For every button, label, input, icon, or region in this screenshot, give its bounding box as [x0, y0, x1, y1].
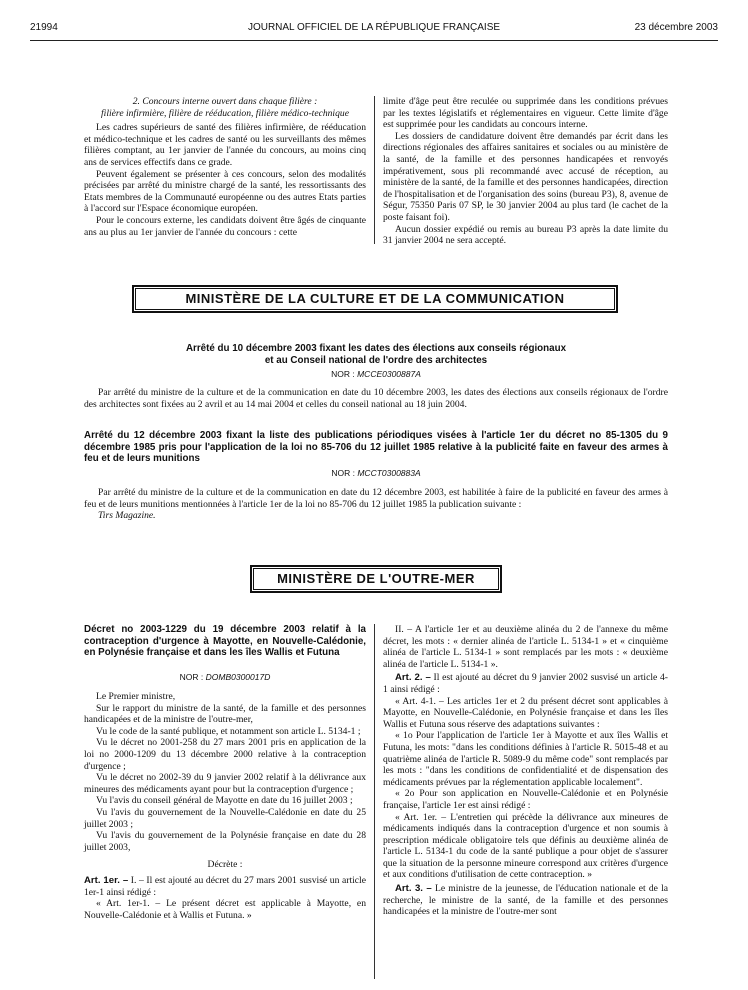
- paragraph: II. – A l'article 1er et au deuxième alinéa du 2 de l'annexe du même décret, les mots : « dernier alinéa de l'article L. 5134-1 » et « cinquième alinéa de l'article L. 5134-1 » sont remplacés par les mots : « deuxième alinéa de l'article L. 5134-1 ».: [383, 624, 668, 670]
- nor-code: MCCT0300883A: [357, 468, 421, 478]
- paragraph: Vu l'avis du conseil général de Mayotte en date du 16 juillet 2003 ;: [96, 795, 353, 807]
- article-2-label: Art. 2. –: [395, 672, 431, 684]
- article-1-quote: « Art. 1er-1. – Le présent décret est applicable à Mayotte, en Nouvelle-Calédonie et à Wallis et Futuna. »: [84, 898, 366, 921]
- paragraph: Peuvent également se présenter à ces concours, selon des modalités précisées par arrêté du ministre chargé de la santé, les ressortissants des Etats membres de la Communauté européenne ou des autres Etats parties à l'accord sur l'Espace économique européen.: [84, 168, 366, 215]
- arrete2-title: [84, 430, 668, 465]
- decret-left-column: [84, 691, 366, 921]
- arrete2-nor: [84, 468, 668, 478]
- top-left-column: [84, 96, 366, 238]
- paragraph: Sur le rapport du ministre de la santé, de la famille et des personnes handicapées et de la ministre de l'outre-mer,: [84, 702, 366, 726]
- paragraph: « Art. 1er. – L'entretien qui précède la délivrance aux mineures de médicaments indiqués dans la contraception d'urgence et non soumis à prescription médicale obligatoire tels que définis au deuxième alinéa de l'article L. 5134-1 du code de la santé publique a pour objet de s'assurer que la situation de la personne mineure correspond aux critères d'urgence et aux conditions d'utilisation de cette contraception. »: [383, 811, 668, 881]
- paragraph: « 2o Pour son application en Nouvelle-Calédonie et en Polynésie française, l'article 1er est ainsi rédigé :: [383, 788, 668, 811]
- journal-title: JOURNAL OFFICIEL DE LA RÉPUBLIQUE FRANÇAISE: [247, 22, 501, 33]
- ministry-outremer-heading: [250, 565, 502, 593]
- page-number: 21994: [30, 22, 58, 33]
- arrete1-title-line1: Arrêté du 10 décembre 2003 fixant les dates des élections aux conseils régionaux: [185, 343, 567, 354]
- paragraph: Aucun dossier expédié ou remis au bureau P3 après la date limite du 31 janvier 2004 ne sera accepté.: [383, 223, 668, 247]
- paragraph: Le Premier ministre,: [96, 691, 176, 702]
- nor-code: DOMB0300017D: [205, 672, 271, 682]
- issue-date: 23 décembre 2003: [634, 22, 718, 33]
- arrete2-body: [84, 487, 668, 522]
- nor-code: MCCE0300887A: [357, 369, 421, 379]
- ministry-outremer-label: MINISTÈRE DE L'OUTRE-MER: [277, 571, 475, 586]
- article-1-label: Art. 1er. –: [84, 874, 129, 886]
- nor-label: NOR :: [331, 468, 355, 478]
- article-2-text: Il est ajouté au décret du 9 janvier 2002 susvisé un article 4-1 ainsi rédigé :: [383, 672, 668, 695]
- paragraph: Vu le décret no 2002-39 du 9 janvier 2002 relatif à la délivrance aux mineures des médicaments ayant pour but la contraception d'urgence ;: [84, 772, 366, 795]
- paragraph: Pour le concours externe, les candidats doivent être âgés de cinquante ans au plus au 1er janvier de l'année du concours : cette: [84, 214, 366, 238]
- arrete1-text: Par arrêté du ministre de la culture et de la communication en date du 10 décembre 2003, les dates des élections aux conseils régionaux de l'ordre des architectes sont fixées au 2 avril et au 14 mai 2004 et celles du conseil national au 18 juin 2004.: [84, 387, 668, 410]
- arrete1-title-line2: et au Conseil national de l'ordre des architectes: [264, 354, 488, 366]
- ministry-culture-label: MINISTÈRE DE LA CULTURE ET DE LA COMMUNICATION: [185, 291, 565, 306]
- nor-label: NOR :: [331, 369, 355, 379]
- section-subheading: filière infirmière, filière de rééducation, filière médico-technique: [101, 107, 349, 119]
- column-divider: [374, 624, 375, 979]
- article-3-label: Art. 3. –: [395, 883, 432, 895]
- ministry-culture-heading: [132, 285, 618, 313]
- header-rule: [30, 40, 718, 41]
- decret-right-column: [383, 624, 668, 918]
- arrete1-body: [84, 387, 668, 410]
- arrete2-text: Par arrêté du ministre de la culture et de la communication en date du 12 décembre 2003, est habilitée à faire de la publicité en faveur des armes à feu et de leurs munitions mentionnées à l'article 1er de la loi no 85-706 du 12 juillet 1985 la publication suivante :: [84, 487, 668, 510]
- paragraph: Les dossiers de candidature doivent être demandés par écrit dans les directions régionales des affaires sanitaires et sociales ou au ministère de la santé, de la famille et des personnes handicapées et renvoyés impérativement, sous pli recommandé avec accusé de réception, au ministère de la santé, de la famille et des personnes handicapées, direction de l'hospitalisation et de l'organisation des soins (bureau P3), 8, avenue de Ségur, 75350 Paris 07 SP, le 30 janvier 2004 au plus tard (le cachet de la poste faisant foi).: [383, 130, 668, 223]
- arrete1-title: [84, 343, 668, 366]
- paragraph: « 1o Pour l'application de l'article 1er à Mayotte et aux îles Wallis et Futuna, les mots: "dans les conditions définies à l'article R. 5015-48 et au quatrième alinéa de l'article R. 5089-9 du même code" sont remplacés par les mots : "dans les conditions de confidentialité et de dispensation des médicaments prévues par la réglementation applicable localement".: [383, 730, 668, 788]
- paragraph: Vu l'avis du gouvernement de la Polynésie française en date du 28 juillet 2003,: [84, 830, 366, 853]
- paragraph: « Art. 4-1. – Les articles 1er et 2 du présent décret sont applicables à Mayotte, en Nouvelle-Calédonie, en Polynésie française et dans les îles Wallis et Futuna sous réserve des adaptations suivantes :: [383, 695, 668, 730]
- paragraph: Vu le décret no 2001-258 du 27 mars 2001 pris en application de la loi no 2000-1209 du 13 décembre 2000 relative à la contraception d'urgence ;: [84, 737, 366, 772]
- column-divider: [374, 96, 375, 244]
- top-right-column: [383, 96, 668, 247]
- decret-nor: [84, 672, 366, 682]
- article-1-text: I. – Il est ajouté au décret du 27 mars 2001 susvisé un article 1er-1 ainsi rédigé :: [84, 874, 366, 898]
- arrete1-nor: [84, 369, 668, 379]
- section-heading: 2. Concours interne ouvert dans chaque filière :: [132, 96, 318, 107]
- decret-title-text: Décret no 2003-1229 du 19 décembre 2003 relatif à la contraception d'urgence à Mayotte, en Nouvelle-Calédonie, en Polynésie française et dans les îles Wallis et Futuna: [84, 624, 366, 658]
- paragraph: Vu le code de la santé publique, et notamment son article L. 5134-1 ;: [96, 725, 361, 737]
- publication-name: Tirs Magazine.: [98, 510, 156, 522]
- paragraph: Les cadres supérieurs de santé des filières infirmière, de rééducation et médico-technique et les cadres de santé ou les surveillants des mêmes filières comptant, au 1er janvier de l'année du concours, au moins cinq ans de services effectifs dans ce grade.: [84, 122, 366, 168]
- arrete2-title-text: Arrêté du 12 décembre 2003 fixant la liste des publications périodiques visées à l'article 1er du décret no 85-1305 du 9 décembre 1985 pris pour l'application de la loi no 85-706 du 12 juillet 1985 relative à la publicité faite en faveur des armes à feu et de leurs munitions: [84, 430, 668, 464]
- nor-label: NOR :: [179, 672, 204, 682]
- decret-title: [84, 624, 366, 659]
- paragraph: limite d'âge peut être reculée ou supprimée dans les conditions prévues par les textes législatifs et réglementaires en vigueur. Cette limite d'âge est supprimée pour les candidats au concours interne.: [383, 96, 668, 131]
- paragraph: Vu l'avis du gouvernement de la Nouvelle-Calédonie en date du 25 juillet 2003 ;: [84, 806, 366, 830]
- article-3-text: Le ministre de la jeunesse, de l'éducation nationale et de la recherche, le ministre de la santé, de la famille et des personnes handicapées et la ministre de l'outre-mer sont: [383, 883, 668, 918]
- page-header: [30, 22, 718, 36]
- decrete-label: Décrète :: [207, 859, 243, 871]
